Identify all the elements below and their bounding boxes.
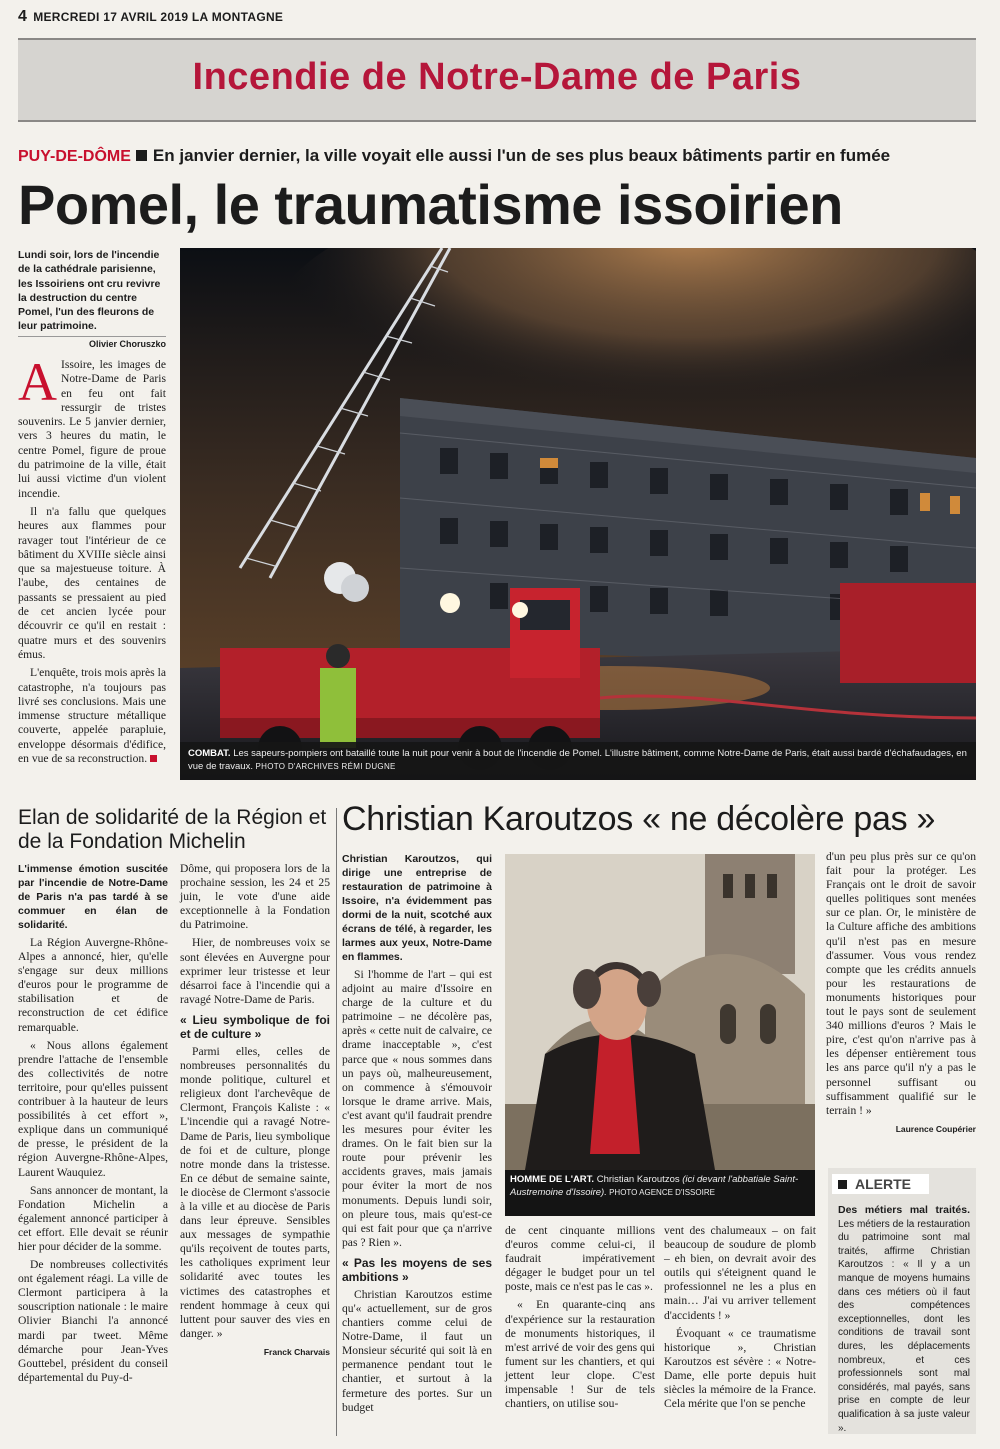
page-number: 4 [18,8,28,25]
end-square-icon [150,755,157,762]
karoutzos-chapo: Christian Karoutzos, qui dirige une entreprise de restauration de patrimoine à Issoire, n'a évidemment pas dormi de la nuit, scotché aux écrans de télé, à regarder, les larmes aux yeux, Notre-Dame en flammes. [342,853,492,963]
portrait-caption: HOMME DE L'ART. Christian Karoutzos (ici devant l'abbatiale Saint-Austremoine d'Issoire). PHOTO AGENCE D'ISSOIRE [505,1170,815,1216]
karoutzos-headline: Christian Karoutzos « ne décolère pas » [342,800,936,838]
folio [18,8,283,26]
fire-photo [180,248,976,780]
solidarity-paragraph: « Nous allons également prendre l'attache de l'ensemble des collectivités de notre territoire, pour qu'elles puissent contribuer à la hauteur de leurs possibilités à cet effort », explique dans un communiqué de presse, le président de la région Auvergne-Rhône-Alpes, Laurent Wauquiez. [18,1038,168,1179]
portrait-photo [505,854,815,1170]
top-paragraph: A Issoire, les images de Notre-Dame de Paris en feu ont fait ressurgir de tristes souvenirs. Le 5 janvier dernier, vers 3 heures du matin, le centre Pomel, figure de proue du patrimoine de la ville, était lui aussi victime d'un violent incendie. [18,352,166,500]
column-divider [336,808,337,1436]
top-paragraph: Il n'a fallu que quelques heures aux flammes pour ravager tout l'intérieur de ce bâtiment du XVIIIe siècle ainsi que sa majestueuse toiture. À l'aube, des centaines de passants se pressaient au pied de cet ancien lycée pour découvrir ce qu'il en restait : quatre murs et des souvenirs émus. [18,504,166,661]
solidarity-paragraph: Sans annoncer de montant, la Fondation Michelin a également annoncé participer à cet effort. Elle devait se réunir hier pour décider de la somme. [18,1183,168,1253]
karoutzos-paragraph: de cent cinquante millions d'euros comme celui-ci, il faudrait impérativement dégager le budget pour un tel poste, mais ce n'est pas le cas ». [505,1224,655,1294]
main-headline: Pomel, le traumatisme issoirien [18,173,843,236]
solidarity-paragraph: Parmi elles, celles de nombreuses personnalités du monde politique, culturel et religieux dont l'archevêque de Clermont, François Kaliste : « L'incendie qui a ravagé Notre-Dame de Paris, lieu symbolique de foi et de culture, plonge notre monde dans la tristesse. En ce début de semaine sainte, le diocèse de Clermont s'associe à la ville et au diocèse de Paris dans leur épreuve. Sensibles aux messages de sympathie qu'ils reçoivent de toutes parts, les catholiques expriment leur solidarité avec toutes les victimes des catastrophes et rendent hommage à ceux qui luttent pour sauver des vies en danger. » [180,1044,330,1340]
alert-label: ALERTE [832,1174,929,1194]
solidarity-column-1 [18,862,168,1389]
karoutzos-subhead: « Pas les moyens de ses ambitions » [342,1255,492,1284]
solidarity-signature: Franck Charvais [263,1346,330,1357]
top-chapo: Lundi soir, lors de l'incendie de la cathédrale parisienne, les Issoiriens ont cru revivre la destruction du centre Pomel, l'un des fleurons de leur patrimoine. [18,249,161,333]
karoutzos-paragraph: Christian Karoutzos estime qu'« actuellement, sur de gros chantiers comme celui de Notre-Dame, il faut un Monsieur sécurité qui soit là en permanence pendant tout le chantier, et surtout à la fermeture des portes. Sur un budget [342,1287,492,1414]
alert-box [828,1168,976,1434]
karoutzos-paragraph: Si l'homme de l'art – qui est adjoint au maire d'Issoire en charge de la culture et du patrimoine – ne décolère pas, après « cette nuit de calvaire, ce drame inacceptable », c'est parce que « nous sommes dans un pays où, malheureusement, on commence à s'émouvoir lorsque le drame arrive. Mais, c'est avant qu'il faudrait prendre les mesures pour éviter les drames. On le fait bien sur la route pour prévenir les accidents graves, mais jamais pour éviter la mort de nos monuments. Depuis lundi soir, on pleure tous, mais qu'est-ce qui est fait pour que ça n'arrive pas ? Rien ». [342,968,492,1249]
solidarity-paragraph: Hier, de nombreuses voix se sont élevées en Auvergne pour exprimer leur tristesse et leur désarroi face à l'incendie qui a ravagé Notre-Dame de Paris. [180,936,330,1006]
top-body [18,352,166,770]
karoutzos-paragraph: vent des chalumeaux – on fait beaucoup de soudure de plomb – eh bien, on devrait avoir des outils qui s'éteignent quand le professionnel ne les a plus en main… J'ai vu arriver tellement d'accidents ! » [664,1224,816,1322]
karoutzos-column-4 [826,850,976,1136]
dropcap: A [18,352,57,412]
solidarity-headline: Elan de solidarité de la Région et de la Fondation Michelin [18,806,327,853]
banner-title: Incendie de Notre-Dame de Paris [192,56,802,98]
solidarity-chapo: L'immense émotion suscitée par l'incendie de Notre-Dame de Paris n'a pas tardé à se commuer en élan de solidarité. [18,863,168,931]
karoutzos-paragraph: Évoquant « ce traumatisme historique », Christian Karoutzos est sévère : « Notre-Dame, elle porte depuis huit siècles la mémoire de la France. Cela mérite que l'on se penche [664,1326,816,1411]
karoutzos-column-2 [505,1224,655,1415]
alert-text: Des métiers mal traités. Les métiers de la restauration du patrimoine sont mal traités, affirme Christian Karoutzos : « Il y a un manque de moyens humains dans ces métiers où il faut des compétences exceptionnelles, dont les conditions de travail sont dures, les déplacements nombreux, et ces professionnels sont mal considérés, mal payés, sans prise en compte de leur qualification à sa juste valeur ». [838,1204,970,1434]
karoutzos-column-1 [342,852,492,1419]
solidarity-paragraph: Dôme, qui proposera lors de la prochaine session, les 24 et 25 juin, le vote d'une aide exceptionnelle à la Fondation du Patrimoine. [180,862,330,932]
solidarity-subhead: « Lieu symbolique de foi et de culture » [180,1012,330,1041]
folio-date: MERCREDI 17 AVRIL 2019 LA MONTAGNE [33,10,284,24]
karoutzos-paragraph: « En quarante-cinq ans d'expérience sur la restauration de monuments historiques, il m'est arrivé de voir des gens qui fument sur les chantiers, et qui jettent leur clope. C'est impensable ! Sur de tels chantiers, on utilise sou- [505,1298,655,1411]
section-banner [18,38,976,122]
solidarity-paragraph: La Région Auvergne-Rhône-Alpes a annoncé, hier, qu'elle s'engage sur deux millions d'euros pour le programme de stabilisation et de reconstruction de cet édifice remarquable. [18,936,168,1034]
karoutzos-signature: Laurence Coupérier [895,1123,976,1134]
kicker-text: En janvier dernier, la ville voyait elle aussi l'un de ses plus beaux bâtiments partir en fumée [152,146,891,165]
solidarity-paragraph: De nombreuses collectivités ont également réagi. La ville de Clermont participera à la souscription nationale : le maire Olivier Bianchi l'a annoncé mardi par tweet. Même démarche pour Jean-Yves Gouttebel, président du conseil départemental du Puy-d- [18,1258,168,1384]
kicker-square-icon [136,150,147,161]
top-paragraph: L'enquête, trois mois après la catastrophe, n'a toujours pas livré ses conclusions. Mais une immense structure métallique couverte, appelée parapluie, enveloppe désormais d'édifice, en vue de sa reconstruction. [18,666,166,766]
fire-photo-caption: COMBAT. Les sapeurs-pompiers ont bataillé toute la nuit pour venir à bout de l'incendie de Pomel. L'illustre bâtiment, comme Notre-Dame de Paris, était aussi bardé d'échafaudages, en vue de travaux. PHOTO D'ARCHIVES RÉMI DUGNE [188,748,967,772]
karoutzos-column-3 [664,1224,816,1415]
kicker [18,146,890,166]
top-byline: Olivier Choruszko [18,336,166,349]
solidarity-column-2 [180,862,330,1359]
kicker-place: PUY-DE-DÔME [18,148,131,165]
alert-square-icon [838,1180,847,1189]
karoutzos-paragraph: d'un peu plus près sur ce qu'on fait pour la protéger. Les Français ont le droit de savoir quelles politiques sont menées sur ce plan. Or, le ministère de la Culture affiche des ambitions qu'il n'est pas en mesure d'assumer. Vous vous rendez compte que les crédits annuels pour les restaurations de monuments historiques pour tout le pays sont de seulement 340 millions d'euros ? Mais le pire, c'est qu'on n'arrive pas à les dépenser entièrement tous les ans parce qu'il n'y a pas le personnel suffisant ou suffisamment qualifié sur le terrain ! » [826,850,976,1117]
